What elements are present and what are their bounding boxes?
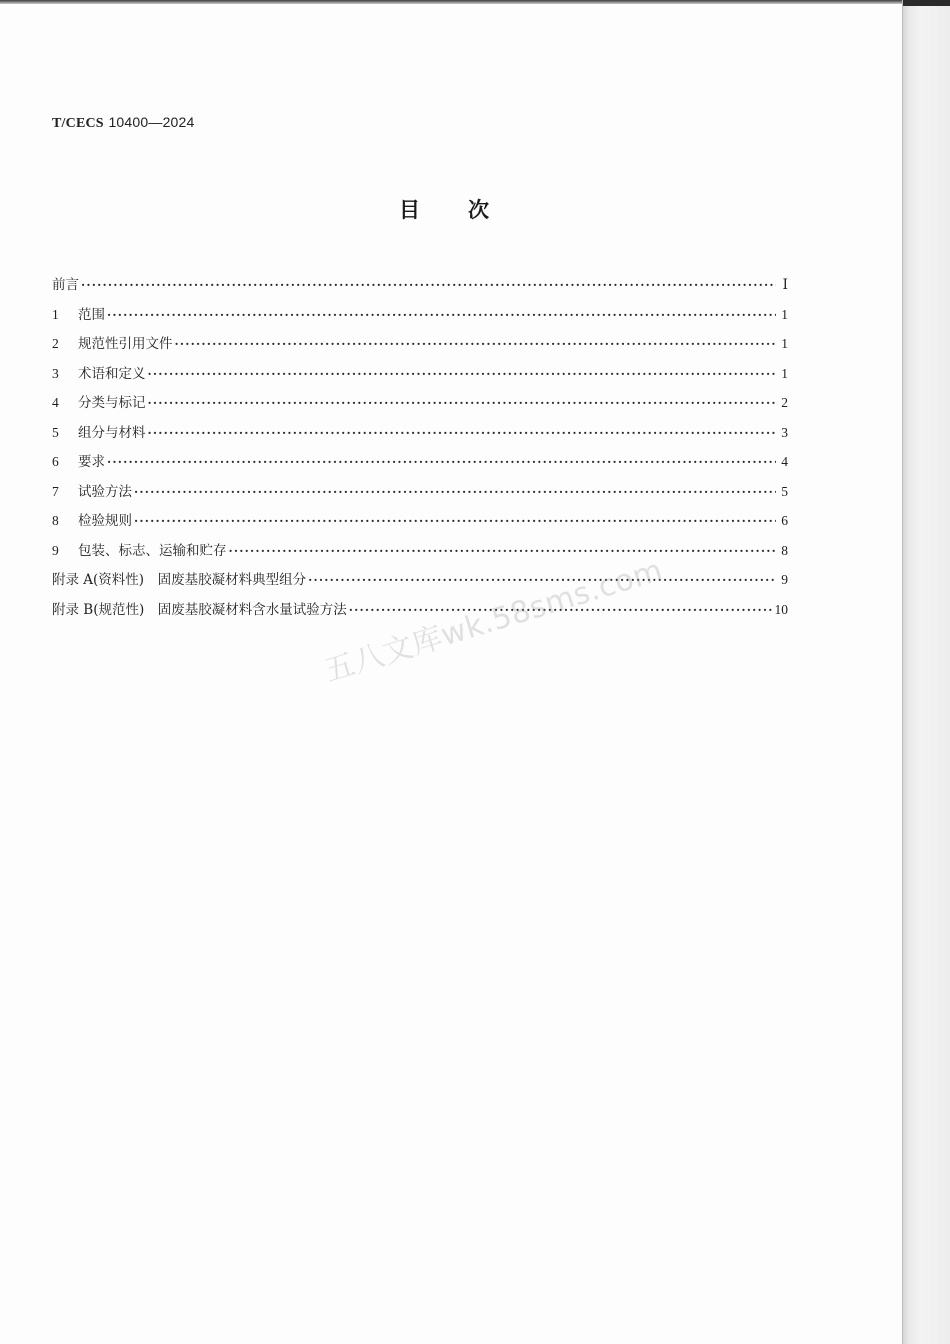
- toc-leader-dots: [175, 330, 777, 360]
- table-of-contents: [52, 270, 788, 624]
- standard-code: [52, 114, 195, 132]
- toc-leader-dots: [148, 389, 777, 419]
- toc-entry-label: 术语和定义: [78, 365, 146, 382]
- toc-entry-label: 前言: [52, 277, 79, 293]
- toc-leader-dots: [134, 478, 776, 508]
- toc-entry-4[interactable]: [52, 388, 788, 418]
- toc-entry-number: 4: [52, 395, 59, 410]
- toc-entry-page: 3: [781, 424, 788, 440]
- toc-entry-page: 1: [781, 336, 788, 351]
- scan-top-edge: [0, 0, 902, 4]
- standard-code-prefix: T/CECS: [52, 116, 104, 131]
- toc-leader-dots: [107, 301, 776, 331]
- toc-entry-label: 检验规则: [78, 513, 132, 529]
- toc-entry-page: 10: [774, 601, 788, 617]
- toc-entry-label: 试验方法: [78, 483, 132, 500]
- toc-entry-number: 9: [52, 542, 59, 558]
- toc-entry-page: 5: [781, 483, 788, 499]
- toc-entry-label: 范围: [78, 306, 105, 323]
- toc-entry-number: 6: [52, 454, 59, 469]
- toc-leader-dots: [81, 271, 776, 301]
- toc-entry-label: 规范性引用文件: [78, 336, 173, 352]
- toc-entry-label: 要求: [78, 454, 105, 470]
- toc-leader-dots: [107, 448, 776, 478]
- toc-entry-6[interactable]: [52, 447, 788, 477]
- toc-entry-page: 2: [781, 395, 788, 410]
- scan-right-margin: [902, 0, 950, 1344]
- toc-entry-label: 附录 B(规范性) 固废基胶凝材料含水量试验方法: [52, 601, 347, 618]
- toc-entry-8[interactable]: [52, 506, 788, 536]
- page-title: 目次: [399, 198, 537, 222]
- toc-leader-dots: [148, 360, 777, 390]
- toc-entry-label: 包装、标志、运输和贮存: [78, 542, 227, 559]
- toc-entry-label: 分类与标记: [78, 395, 146, 411]
- toc-entry-5[interactable]: [52, 418, 788, 448]
- toc-entry-number: 1: [52, 306, 59, 322]
- toc-entry-page: 6: [781, 513, 788, 528]
- toc-entry-number: 7: [52, 483, 59, 499]
- toc-entry-label: 组分与材料: [78, 424, 146, 441]
- toc-leader-dots: [134, 507, 776, 537]
- toc-entry-number: 5: [52, 424, 59, 440]
- toc-entry-label: 附录 A(资料性) 固废基胶凝材料典型组分: [52, 572, 307, 588]
- toc-entry-page: 1: [781, 365, 788, 381]
- toc-entry-number: 8: [52, 513, 59, 528]
- watermark: 五八文库wk.58sms.com: [320, 552, 667, 690]
- toc-entry-page: 9: [781, 572, 788, 587]
- toc-entry-page: 8: [781, 542, 788, 558]
- toc-leader-dots: [229, 537, 777, 567]
- toc-entry-1[interactable]: [52, 300, 788, 330]
- toc-entry-7[interactable]: [52, 477, 788, 507]
- toc-entry-9[interactable]: [52, 536, 788, 566]
- toc-entry-page: 4: [781, 454, 788, 469]
- toc-entry-number: 2: [52, 336, 59, 351]
- toc-entry-preface[interactable]: [52, 270, 788, 300]
- standard-code-number: 10400—2024: [108, 114, 195, 130]
- toc-entry-page: 1: [781, 306, 788, 322]
- toc-leader-dots: [148, 419, 777, 449]
- toc-entry-3[interactable]: [52, 359, 788, 389]
- toc-entry-number: 3: [52, 365, 59, 381]
- toc-entry-2[interactable]: [52, 329, 788, 359]
- toc-entry-appendix-a[interactable]: [52, 565, 788, 595]
- toc-entry-page: Ⅰ: [782, 277, 788, 292]
